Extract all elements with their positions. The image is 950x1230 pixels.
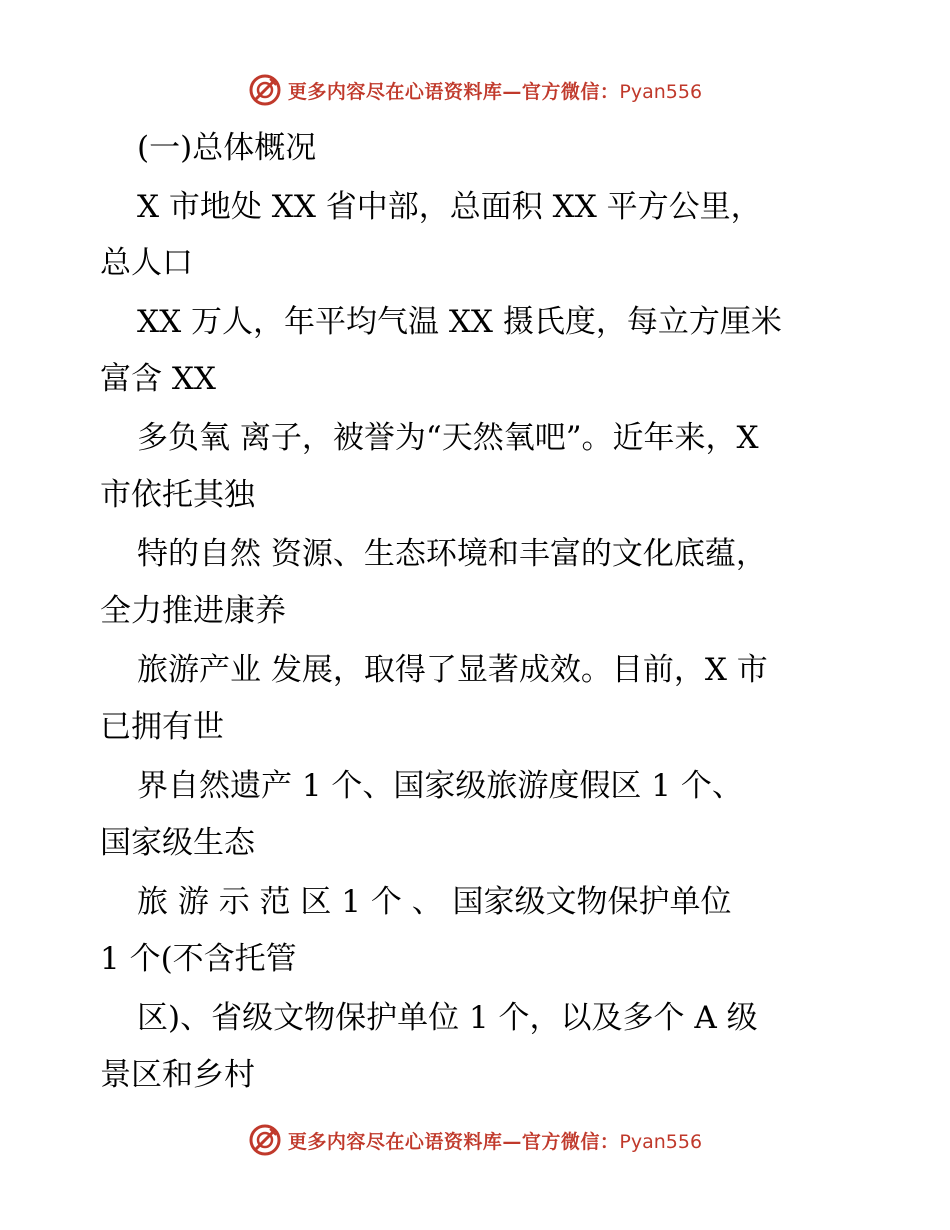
brand-logo-icon (248, 1123, 282, 1157)
footer-banner-text: 更多内容尽在心语资料库—官方微信：Pyan556 (287, 1130, 703, 1153)
paragraph-line: 景区和乡村 (100, 1057, 255, 1093)
paragraph-line: 总人口 (100, 245, 193, 281)
paragraph-line: 1 个(不含托管 (100, 941, 297, 977)
footer-banner (0, 1120, 950, 1160)
paragraph-line: 已拥有世 (100, 709, 224, 745)
header-banner-text: 更多内容尽在心语资料库—官方微信：Pyan556 (287, 80, 703, 103)
paragraph-line: 多负氧 离子，被誉为“天然氧吧”。近年来，X (137, 420, 759, 456)
paragraph-line: 旅游产业 发展，取得了显著成效。目前，X 市 (137, 652, 768, 688)
paragraph-line: 区)、省级文物保护单位 1 个，以及多个 A 级 (137, 1000, 758, 1036)
paragraph-line: 市依托其独 (100, 477, 255, 513)
paragraph-line: XX 万人，年平均气温 XX 摄氏度，每立方厘米 (137, 304, 782, 340)
paragraph-line: 富含 XX (100, 361, 216, 397)
paragraph-line: X 市地处 XX 省中部，总面积 XX 平方公里， (137, 189, 762, 225)
header-banner (0, 70, 950, 110)
paragraph-line: 旅 游 示 范 区 1 个 、 国家级文物保护单位 (137, 884, 732, 920)
brand-logo-icon (248, 73, 282, 107)
paragraph-line: 国家级生态 (100, 825, 255, 861)
paragraph-line: 界自然遗产 1 个、国家级旅游度假区 1 个、 (137, 768, 743, 804)
section-heading: (一)总体概况 (137, 130, 317, 166)
paragraph-line: 特的自然 资源、生态环境和丰富的文化底蕴， (137, 536, 767, 572)
paragraph-line: 全力推进康养 (100, 593, 286, 629)
